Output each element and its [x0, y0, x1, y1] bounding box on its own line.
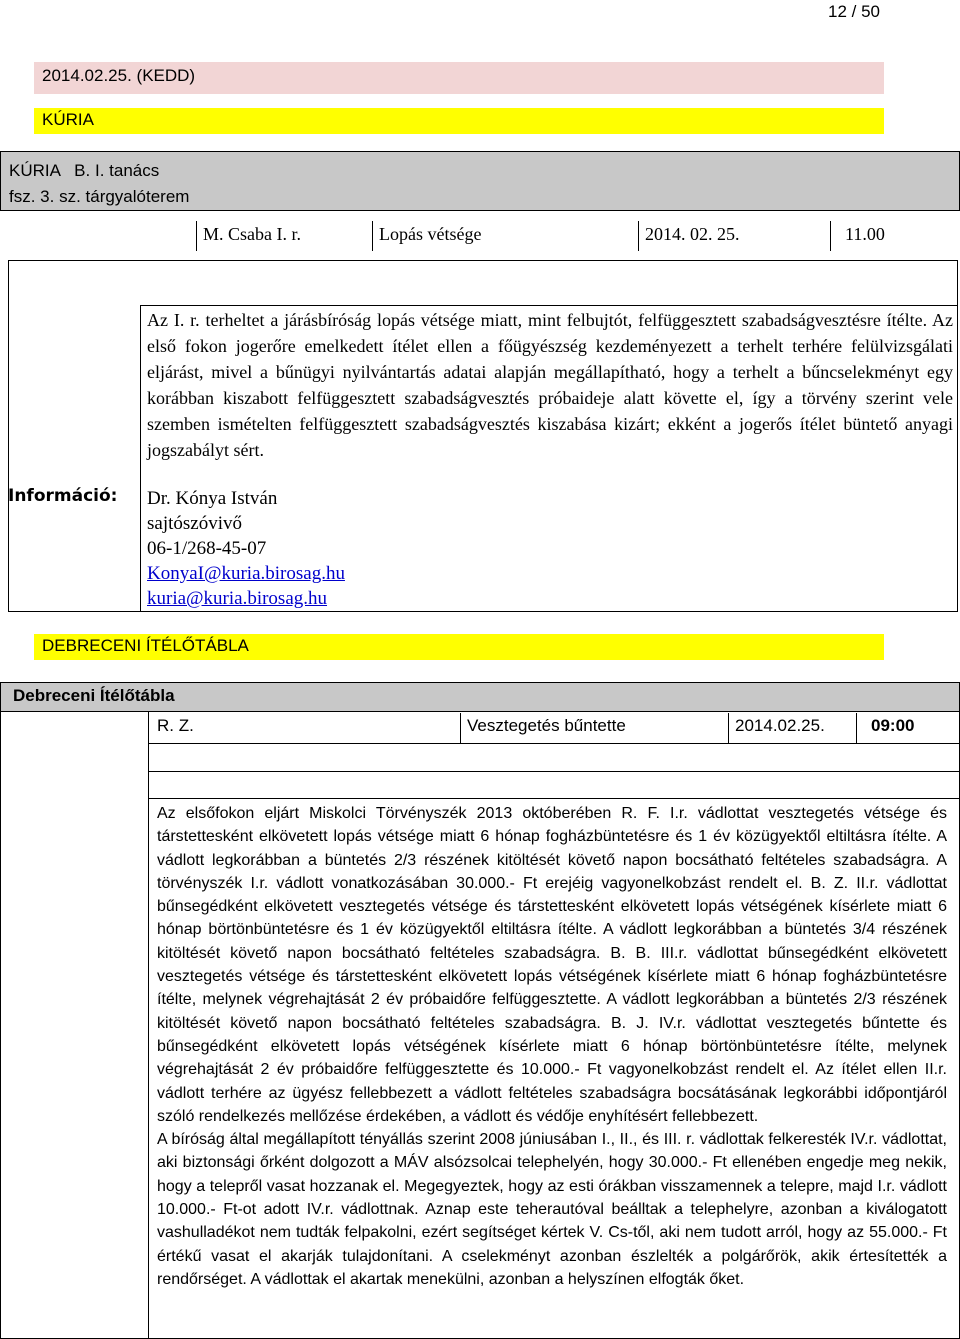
case-time: 11.00 — [830, 221, 956, 251]
email-link-konya[interactable]: KonyaI@kuria.birosag.hu — [147, 563, 345, 584]
debrecen-divider-v — [148, 712, 149, 1339]
debrecen-band: DEBRECENI ÍTÉLŐTÁBLA — [34, 634, 884, 660]
contact-role: sajtószóvivő — [147, 513, 242, 534]
case-party: M. Csaba I. r. — [196, 221, 372, 251]
debrecen-paragraph-1: Az elsőfokon eljárt Miskolci Törvényszék 2013 októberében R. F. I.r. vádlottat vesztegetés vétsége és társtettesként elkövetett lopás vétsége miatt 6 hónap fogházbüntetésre és 1 év közügyektől eltiltásra ítélte. A vádlott legkorábban a büntetés 2/3 részének kitöltését követő napon bocsátható feltételes szabadságra. A törvényszék I.r. vádlott vonatkozásában 30.000.- Ft erejéig vagyonelkobzást rendelt el. B. Z. II.r. vádlottat bűnsegédként elkövetett vesztegetés vétsége és társtettesként elkövetett lopás vétségének kísérlete miatt 6 hónap börtönbüntetésre és 1 év közügyektől eltiltásra ítélte. A vádlott legkorábban a büntetés 3/4 részének kitöltését követő napon bocsátható feltételes szabadságra. B. B. III.r. vádlottat bűnsegédként elkövetett vesztegetés vétsége és társtettesként elkövetett lopás vétségének kísérlete miatt 6 hónap fogházbüntetésre ítélte, melynek végrehajtását 2 év próbaidőre felfüggesztette. A vádlott legkorábban a büntetés 2/3 részének kitöltését követő napon bocsátható feltételes szabadságra. B. J. IV.r. vádlottat vesztegetés bűntette és bűnsegédként elkövetett lopás vétségének kísérlete miatt 6 hónap börtönbüntetésre ítélte, melynek végrehajtását 2 év próbaidőre felfüggesztette és 10.000.- Ft vagyonelkobzást rendelt el. Az ítélet ellen II.r. vádlott terhére az ügyész fellebbezett a vádlott feltételes szabadságra bocsátásának legkorábbi időpontjáról szóló rendelkezés mellőzése érdekében, a vádlott és védője enyhítésért fellebbezett. — [157, 805, 947, 1125]
deb-case-time: 09:00 — [856, 713, 958, 743]
debrecen-line-b — [148, 771, 960, 772]
deb-case-party: R. Z. — [148, 713, 460, 743]
case-date: 2014. 02. 25. — [638, 221, 830, 251]
kuria-case-row — [196, 221, 956, 251]
debrecen-line-c — [148, 798, 960, 799]
email-link-kuria[interactable]: kuria@kuria.birosag.hu — [147, 588, 328, 609]
page-number: 12 / 50 — [828, 2, 880, 21]
debrecen-header: Debreceni Ítélőtábla — [0, 682, 960, 712]
deb-case-offense: Vesztegetés bűntette — [460, 713, 728, 743]
info-divider-v — [140, 305, 141, 612]
info-text: Az I. r. terheltet a járásbíróság lopás vétsége miatt, mint felbujtót, felfüggesztett szabadságvesztésre ítélte. Az első fokon jogerőre emelkedett ítélet ellen a főügyészség kezdeményezett a terhelt terhére felülvizsgálati eljárást, mivel a bűnügyi nyilvántartás adatai alapján megállapítható, hogy a terhelt a bűncselekményt egy korábban kiszabott felfüggesztett szabadságvesztés próbaideje alatt követte el, így a törvény szerint vele szemben ismételten felfüggesztett szabadságvesztés kiszabása kizárt; ekként a jogerős ítélet büntető anyagi jogszabályt sért. — [147, 310, 953, 460]
contact-name: Dr. Kónya István — [147, 488, 278, 509]
case-offense: Lopás vétsége — [372, 221, 638, 251]
kuria-header-line2: fsz. 3. sz. tárgyalóterem — [9, 187, 190, 206]
debrecen-paragraph-2: A bíróság által megállapított tényállás szerint 2008 júniusában I., II., és III. r. vádlottak felkeresték IV.r. vádlottat, aki biztonsági őrként dolgozott a MÁV alsózsolcai telephelyén, hogy 30.000.- Ft ellenében engedje meg nekik, hogy a telepről vasat hozzanak el. Megegyeztek, hogy az esti órákban visszamennek a telepre, majd I.r. vádlott 10.000.- Ft-ot adott IV.r. vádlottnak. Aznap este teherautóval beálltak a telephelyre, azonban a kiválogatott vashulladékot nem tudták felpakolni, ezért segítséget kértek V. Cs-től, aki nem tudott arról, hogy az 55.000.- Ft értékű vasat el akarják tulajdonítani. A cselekményt azonban észlelték a polgárőrök, akik értesítették a rendőrséget. A vádlottak el akartak menekülni, azonban a helyszínen elfogták őket. — [157, 1131, 947, 1288]
date-band: 2014.02.25. (KEDD) — [34, 62, 884, 94]
info-divider-h — [140, 305, 958, 306]
debrecen-line-a — [148, 743, 960, 744]
debrecen-case-row — [148, 713, 958, 743]
info-label: Információ: — [8, 486, 118, 506]
contact-phone: 06-1/268-45-07 — [147, 538, 267, 559]
kuria-header-line1: KÚRIA B. I. tanács — [9, 161, 160, 180]
press-contact — [147, 486, 345, 611]
deb-case-date: 2014.02.25. — [728, 713, 856, 743]
kuria-header — [0, 151, 960, 211]
debrecen-text — [157, 802, 947, 1291]
kuria-band: KÚRIA — [34, 108, 884, 134]
